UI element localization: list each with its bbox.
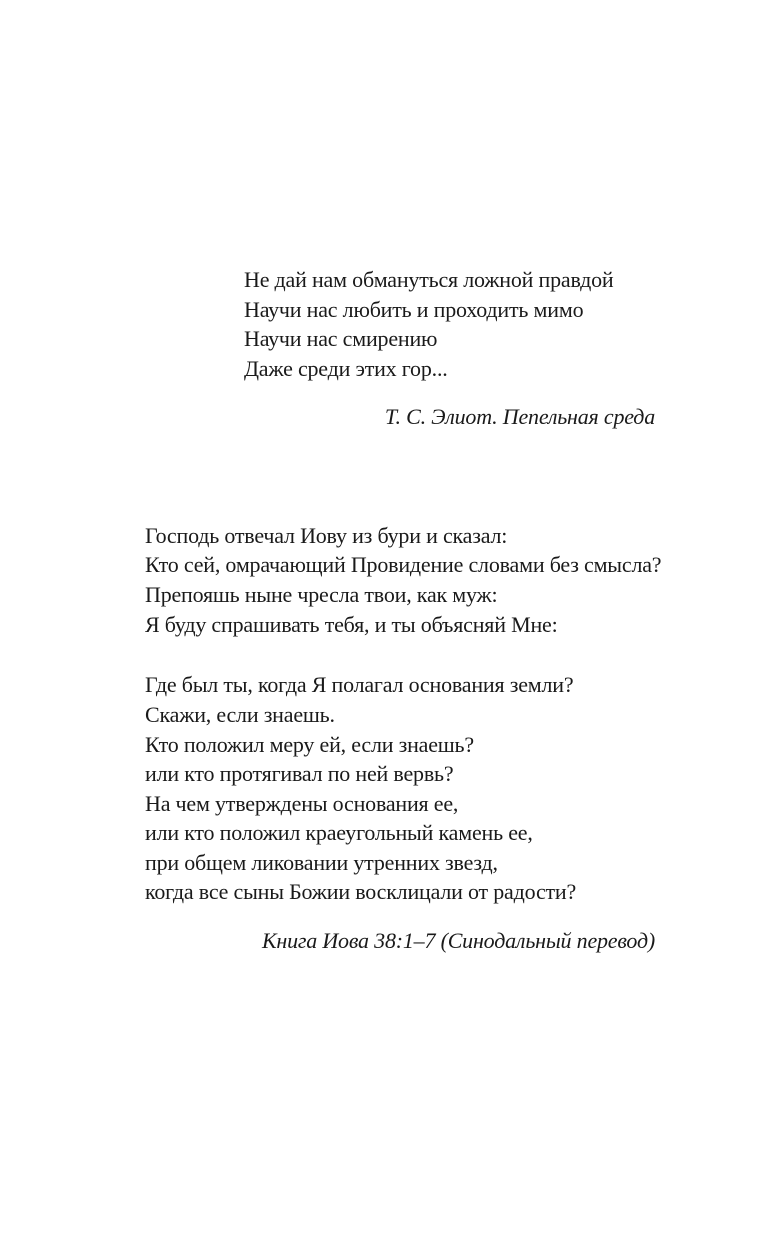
epigraph1-line: Не дай нам обмануться ложной правдой [244, 267, 614, 292]
epigraph1-line: Научи нас смирению [244, 326, 438, 351]
epigraph2-line: когда все сыны Божии восклицали от радости? [145, 879, 577, 904]
epigraph2-line: Препояшь ныне чресла твои, как муж: [145, 582, 498, 607]
epigraph1-line: Научи нас любить и проходить мимо [244, 297, 584, 322]
epigraph1-line: Даже среди этих гор... [244, 356, 448, 381]
epigraph2-line: Господь отвечал Иову из бури и сказал: [145, 523, 508, 548]
epigraph2-line: Кто сей, омрачающий Провидение словами без смысла? [145, 552, 662, 577]
epigraph2-line: Я буду спрашивать тебя, и ты объясняй Мне: [145, 612, 558, 637]
epigraph2-line: или кто положил краеугольный камень ее, [145, 820, 533, 845]
epigraph2-line: На чем утверждены основания ее, [145, 791, 459, 816]
epigraph2-line: Где был ты, когда Я полагал основания земли? [145, 672, 574, 697]
epigraph2-attribution: Книга Иова 38:1–7 (Синодальный перевод) [261, 928, 655, 953]
epigraph1-attribution: Т. С. Элиот. Пепельная среда [384, 404, 655, 429]
epigraph2-line: Скажи, если знаешь. [145, 702, 335, 727]
epigraph2-line: Кто положил меру ей, если знаешь? [145, 732, 474, 757]
epigraph2-line: при общем ликовании утренних звезд, [145, 850, 498, 875]
epigraph2-line: или кто протягивал по ней вервь? [145, 761, 454, 786]
